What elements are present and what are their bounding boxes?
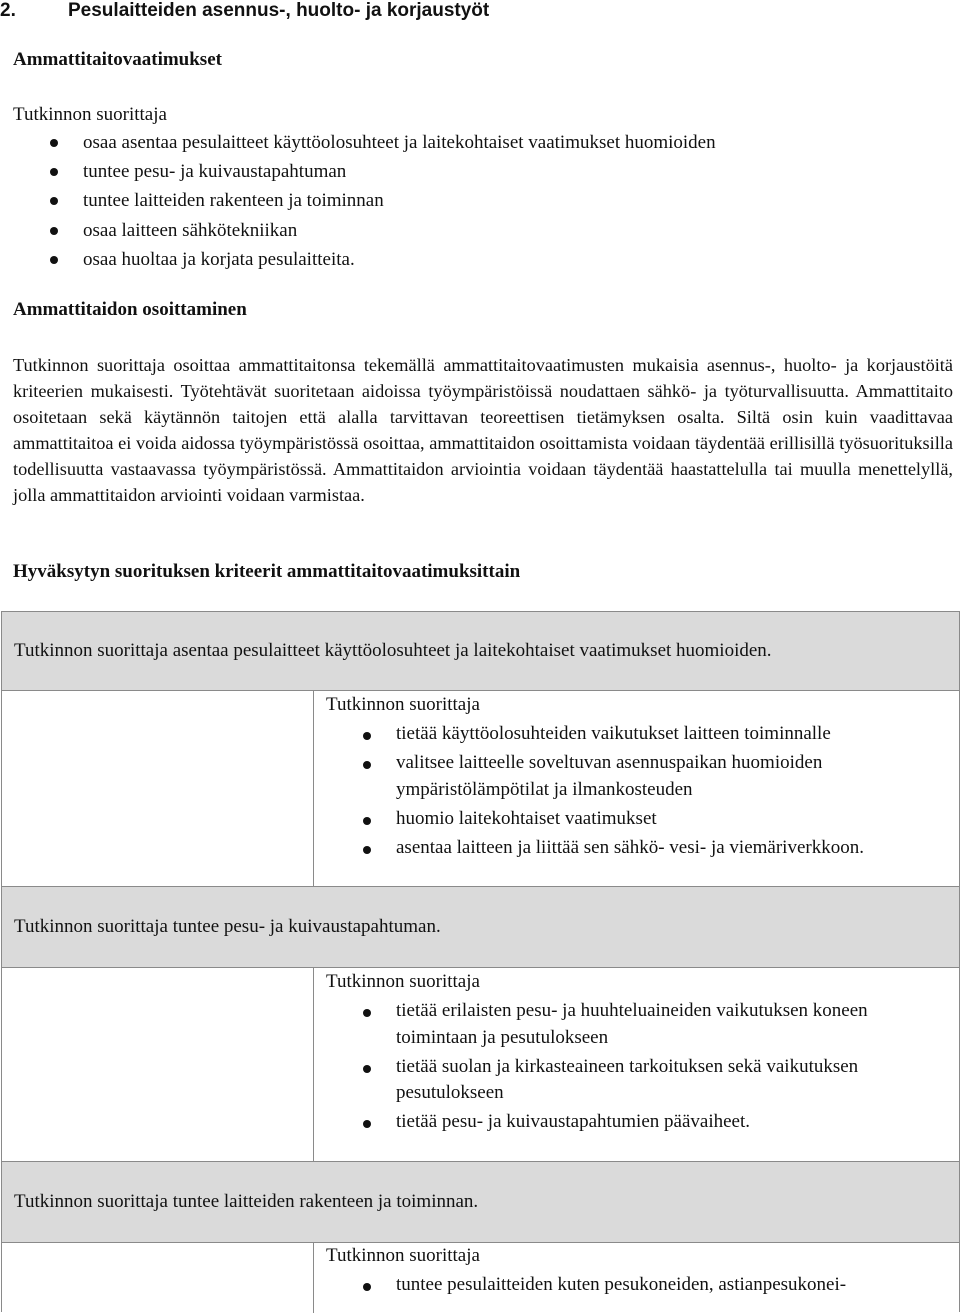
list-item: valitsee laitteelle soveltuvan asennuspaikan huomioiden ympäristölämpötilat ja ilmankosteuden — [314, 750, 866, 803]
criterion-title: Tutkinnon suorittaja tuntee pesu- ja kuivaustapahtuman. — [14, 916, 441, 937]
list-item: tuntee laitteiden rakenteen ja toiminnan — [0, 186, 716, 215]
criterion-list — [314, 998, 954, 1138]
table-row — [2, 1243, 959, 1313]
requirements-lead: Tutkinnon suorittaja — [13, 104, 167, 125]
list-item: huomio laitekohtaiset vaatimukset — [314, 806, 954, 833]
criterion-lead: Tutkinnon suorittaja — [326, 1245, 480, 1266]
demonstration-heading: Ammattitaidon osoittaminen — [13, 299, 247, 320]
list-item: tietää käyttöolosuhteiden vaikutukset laitteen toiminnalle — [314, 721, 954, 748]
criterion-title: Tutkinnon suorittaja tuntee laitteiden rakenteen ja toiminnan. — [14, 1191, 479, 1212]
section-number: 2. — [0, 0, 16, 21]
list-item: tuntee pesu- ja kuivaustapahtuman — [0, 157, 716, 186]
requirements-list — [0, 128, 716, 274]
table-row — [2, 968, 959, 1162]
criterion-title: Tutkinnon suorittaja asentaa pesulaitteet käyttöolosuhteet ja laitekohtaiset vaatimukset huomioiden. — [14, 640, 772, 661]
list-item: osaa huoltaa ja korjata pesulaitteita. — [0, 245, 716, 274]
criterion-list — [314, 721, 954, 864]
table-row — [2, 1162, 959, 1243]
list-item: osaa laitteen sähkötekniikan — [0, 216, 716, 245]
table-row — [2, 612, 959, 691]
table-row — [2, 887, 959, 968]
list-item: tietää erilaisten pesu- ja huuhteluaineiden vaikutuksen koneen toimintaan ja pesutulokseen — [314, 998, 876, 1051]
table-row — [2, 691, 959, 887]
list-item: tuntee pesulaitteiden kuten pesukoneiden, astianpesukonei- — [314, 1272, 954, 1299]
list-item: osaa asentaa pesulaitteet käyttöolosuhteet ja laitekohtaiset vaatimukset huomioiden — [0, 128, 716, 157]
list-item: asentaa laitteen ja liittää sen sähkö- vesi- ja viemäriverkkoon. — [314, 835, 954, 862]
list-item: tietää suolan ja kirkasteaineen tarkoituksen sekä vaikutuksen pesutulokseen — [314, 1054, 866, 1107]
requirements-heading: Ammattitaitovaatimukset — [13, 49, 222, 70]
criterion-lead: Tutkinnon suorittaja — [326, 694, 480, 715]
list-item: tietää pesu- ja kuivaustapahtumien päävaiheet. — [314, 1109, 954, 1136]
criterion-lead: Tutkinnon suorittaja — [326, 971, 480, 992]
section-title: Pesulaitteiden asennus-, huolto- ja korjaustyöt — [68, 0, 490, 21]
criteria-heading: Hyväksytyn suorituksen kriteerit ammattitaitovaatimuksittain — [13, 561, 521, 582]
criterion-list — [314, 1272, 954, 1301]
criteria-table — [1, 611, 960, 1312]
demonstration-paragraph: Tutkinnon suorittaja osoittaa ammattitaitonsa tekemällä ammattitaitovaatimusten mukaisia asennus-, huolto- ja korjaustöitä kriteerien mukaisesti. Työtehtävät suoritetaan aidoissa työympäristöissä noudattaen sähkö- ja työturvallisuutta. Ammattitaito osoitetaan sekä käytännön taitojen että alalla tarvittavan teoreettisen tietämyksen osalta. Siltä osin kuin vaadittavaa ammattitaitoa ei voida aidossa työympäristössä osoittaa, ammattitaidon osoittamista voidaan täydentää erillisillä työsuorituksilla todellisuutta vastaavassa työympäristössä. Ammattitaidon arviointia voidaan täydentää haastattelulla tai muulla menettelyllä, jolla ammattitaidon arviointi voidaan varmistaa. — [13, 355, 953, 505]
